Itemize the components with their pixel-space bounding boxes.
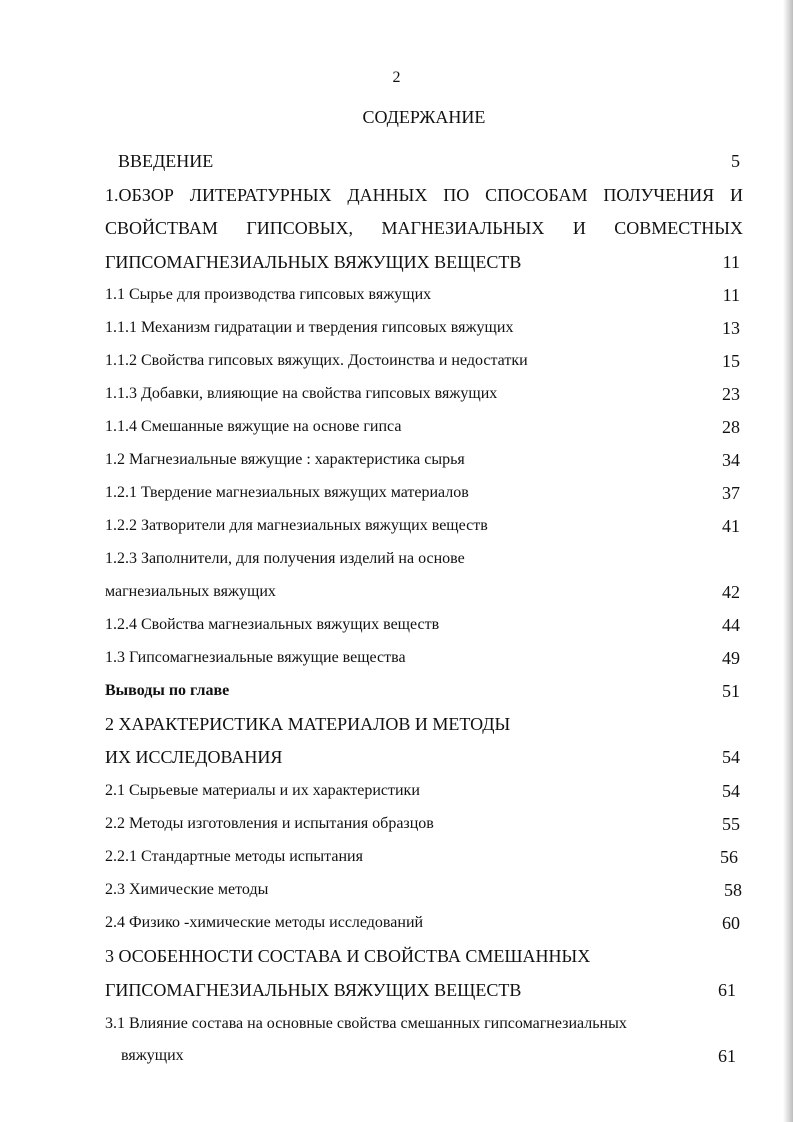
toc-page-1-1-4: 28 — [722, 417, 740, 437]
toc-word: ЛИТЕРАТУРНЫХ — [189, 185, 332, 205]
toc-page-1-2-1: 37 — [722, 483, 740, 503]
toc-page-1-1-3: 23 — [722, 384, 740, 404]
toc-page-2-4: 60 — [722, 913, 740, 933]
toc-page-chapter1: 11 — [722, 252, 740, 272]
toc-word: ПОЛУЧЕНИЯ — [603, 185, 715, 205]
toc-word: 1.ОБЗОР — [105, 185, 174, 205]
toc-entry-2-1: 2.1 Сырьевые материалы и их характеристики — [105, 782, 420, 799]
toc-page-2-2-1: 56 — [720, 847, 738, 867]
toc-entry-1-1-1: 1.1.1 Механизм гидратации и твердения гипсовых вяжущих — [105, 319, 514, 336]
toc-page-1-1: 11 — [722, 285, 740, 305]
page-title: СОДЕРЖАНИЕ — [362, 107, 486, 127]
toc-page-1-1-1: 13 — [722, 318, 740, 338]
toc-entry-1-1-3: 1.1.3 Добавки, влияющие на свойства гипсовых вяжущих — [105, 385, 498, 402]
toc-word: ДАННЫХ — [347, 185, 428, 205]
toc-entry-1-2-1: 1.2.1 Твердение магнезиальных вяжущих материалов — [105, 484, 469, 501]
toc-word: СПОСОБАМ — [485, 185, 588, 205]
toc-page-2-2: 55 — [722, 814, 740, 834]
toc-entry-1-2-4: 1.2.4 Свойства магнезиальных вяжущих веществ — [105, 616, 440, 633]
toc-entry-2-2-1: 2.2.1 Стандартные методы испытания — [105, 848, 363, 865]
toc-entry-3-1-cont: вяжущих — [121, 1047, 184, 1064]
toc-page-1-1-2: 15 — [722, 351, 740, 371]
toc-word: ПО — [443, 185, 470, 205]
toc-page-conclusions: 51 — [722, 681, 740, 701]
toc-word: ГИПСОВЫХ, — [246, 218, 353, 238]
toc-word: СВОЙСТВАМ — [105, 218, 218, 238]
toc-chapter3-line2: ГИПСОМАГНЕЗИАЛЬНЫХ ВЯЖУЩИХ ВЕЩЕСТВ — [105, 980, 522, 1000]
toc-entry-1-3: 1.3 Гипсомагнезиальные вяжущие вещества — [105, 649, 406, 666]
toc-entry-2-4: 2.4 Физико -химические методы исследований — [105, 914, 424, 931]
page-number: 2 — [392, 69, 401, 86]
toc-entry-1-2: 1.2 Магнезиальные вяжущие : характеристика сырья — [105, 451, 465, 468]
toc-entry-1-1-4: 1.1.4 Смешанные вяжущие на основе гипса — [105, 418, 402, 435]
toc-chapter2-line2: ИХ ИССЛЕДОВАНИЯ — [105, 747, 283, 767]
toc-chapter1-line3: ГИПСОМАГНЕЗИАЛЬНЫХ ВЯЖУЩИХ ВЕЩЕСТВ — [105, 252, 522, 272]
toc-chapter2-line1: 2 ХАРАКТЕРИСТИКА МАТЕРИАЛОВ И МЕТОДЫ — [105, 714, 511, 734]
toc-chapter3-line1: 3 ОСОБЕННОСТИ СОСТАВА И СВОЙСТВА СМЕШАННЫХ — [105, 946, 591, 966]
toc-entry-intro: ВВЕДЕНИЕ — [118, 151, 214, 171]
toc-entry-1-1: 1.1 Сырье для производства гипсовых вяжущих — [105, 286, 432, 303]
toc-page-intro: 5 — [731, 151, 740, 171]
toc-page-1-2-3: 42 — [722, 582, 740, 602]
toc-entry-conclusions: Выводы по главе — [105, 682, 230, 699]
toc-page-1-2-2: 41 — [722, 516, 740, 536]
toc-entry-1-2-2: 1.2.2 Затворители для магнезиальных вяжущих веществ — [105, 517, 488, 534]
toc-entry-1-2-3: 1.2.3 Заполнители, для получения изделий на основе — [105, 550, 465, 567]
toc-page-1-3: 49 — [722, 648, 740, 668]
scan-edge-shadow — [783, 0, 793, 1122]
toc-chapter1-line2 — [105, 218, 743, 239]
toc-entry-3-1: 3.1 Влияние состава на основные свойства смешанных гипсомагнезиальных — [105, 1015, 627, 1032]
toc-word: СОВМЕСТНЫХ — [614, 218, 743, 238]
toc-word: МАГНЕЗИАЛЬНЫХ — [381, 218, 545, 238]
toc-chapter1-line1 — [105, 185, 743, 206]
toc-page-1-2: 34 — [722, 450, 740, 470]
toc-page-1-2-4: 44 — [722, 615, 740, 635]
toc-word: И — [730, 185, 743, 205]
toc-page-2-3: 58 — [724, 880, 742, 900]
toc-entry-1-2-3-cont: магнезиальных вяжущих — [105, 583, 276, 600]
toc-entry-2-3: 2.3 Химические методы — [105, 881, 269, 898]
toc-page-3-1: 61 — [718, 1046, 736, 1066]
toc-page-chapter3: 61 — [718, 980, 736, 1000]
toc-page-chapter2: 54 — [722, 747, 740, 767]
toc-entry-1-1-2: 1.1.2 Свойства гипсовых вяжущих. Достоинства и недостатки — [105, 352, 528, 369]
toc-word: И — [572, 218, 586, 238]
toc-page-2-1: 54 — [722, 781, 740, 801]
toc-entry-2-2: 2.2 Методы изготовления и испытания образцов — [105, 815, 434, 832]
